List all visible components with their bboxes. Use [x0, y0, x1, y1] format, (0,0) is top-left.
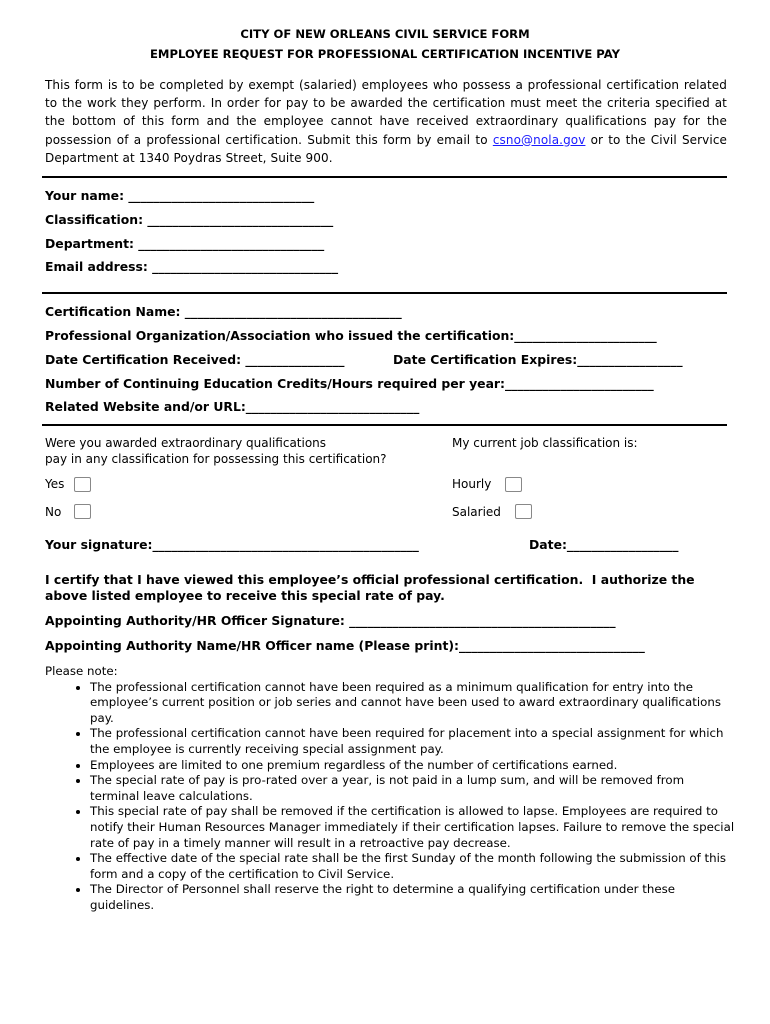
salaried-checkbox[interactable]	[515, 504, 532, 519]
form-title-line1: CITY OF NEW ORLEANS CIVIL SERVICE FORM	[240, 27, 530, 41]
notes-heading: Please note:	[45, 664, 118, 678]
intro-text: This form is to be completed by exempt (salaried) employees who possess a professional certification related to the work they perform. In order for pay to be awarded the certification must meet the criteria specified at the bottom of this form and the employee cannot have received extraordinary qualifications pay for the possession of a professional certification. Submit this form by email to	[45, 78, 727, 147]
date-received-field[interactable]: Date Certification Received: ________________	[45, 352, 345, 367]
certification-name-field[interactable]: Certification Name: ___________________________________	[45, 304, 402, 319]
email-field[interactable]: Email address: ______________________________	[45, 259, 339, 274]
salaried-label: Salaried	[452, 505, 501, 519]
intro-paragraph	[45, 76, 727, 167]
note-item: • Employees are limited to one premium regardless of the number of certifications earned.	[90, 758, 735, 774]
hourly-checkbox[interactable]	[505, 477, 522, 492]
eq-pay-question-line1: Were you awarded extraordinary qualifications	[45, 436, 327, 450]
website-field[interactable]: Related Website and/or URL:____________________________	[45, 399, 420, 414]
job-class-question: My current job classification is:	[452, 436, 638, 450]
no-label: No	[45, 505, 62, 519]
department-field[interactable]: Department: ______________________________	[45, 236, 325, 251]
section-divider	[42, 292, 727, 294]
note-item: • This special rate of pay shall be removed if the certification is allowed to lapse. Employees are required to notify their Human Resources Manager immediately if their certification lapses. Failure to remove the special rate of pay in a timely manner will result in a retroactive pay decrease.	[90, 804, 735, 851]
no-checkbox[interactable]	[74, 504, 91, 519]
note-item: • The special rate of pay is pro-rated over a year, is not paid in a lump sum, and will be removed from terminal leave calculations.	[90, 773, 735, 804]
note-item: • The Director of Personnel shall reserve the right to determine a qualifying certification under these guidelines.	[90, 882, 735, 913]
section-divider	[42, 424, 727, 426]
credits-field[interactable]: Number of Continuing Education Credits/Hours required per year:________________________	[45, 376, 654, 391]
form-title-line2: EMPLOYEE REQUEST FOR PROFESSIONAL CERTIFICATION INCENTIVE PAY	[150, 47, 620, 61]
date-expires-field[interactable]: Date Certification Expires:_________________	[393, 352, 683, 367]
hourly-label: Hourly	[452, 477, 492, 491]
your-name-field[interactable]: Your name: ______________________________	[45, 188, 315, 203]
notes-list	[45, 680, 735, 914]
yes-label: Yes	[45, 477, 65, 491]
hr-signature-field[interactable]: Appointing Authority/HR Officer Signature: ___________________________________________	[45, 613, 616, 628]
section-divider	[42, 176, 727, 178]
note-item: • The professional certification cannot have been required for placement into a special assignment for which the employee is currently receiving special assignment pay.	[90, 726, 735, 757]
email-link[interactable]: csno@nola.gov	[492, 132, 586, 147]
certify-statement-line1: I certify that I have viewed this employee’s official professional certification. I authorize the	[45, 572, 695, 587]
certify-statement-line2: above listed employee to receive this special rate of pay.	[45, 588, 445, 603]
classification-field[interactable]: Classification: ______________________________	[45, 212, 334, 227]
your-signature-field[interactable]: Your signature:___________________________________________	[45, 537, 419, 552]
note-item: • The effective date of the special rate shall be the first Sunday of the month following the submission of this form and a copy of the certification to Civil Service.	[90, 851, 735, 882]
eq-pay-question-line2: pay in any classification for possessing this certification?	[45, 452, 387, 466]
intro-text-end: or to the Civil Service Department at 1340 Poydras Street, Suite 900.	[45, 132, 727, 165]
hr-name-field[interactable]: Appointing Authority Name/HR Officer name (Please print):______________________________	[45, 638, 645, 653]
notes-section	[45, 664, 735, 914]
signature-date-field[interactable]: Date:__________________	[529, 537, 679, 552]
organization-field[interactable]: Professional Organization/Association who issued the certification:_______________________	[45, 328, 657, 343]
yes-checkbox[interactable]	[74, 477, 91, 492]
note-item: • The professional certification cannot have been required as a minimum qualification for entry into the employee’s current position or job series and cannot have been used to award extraordinary qualifications pay.	[90, 680, 735, 727]
